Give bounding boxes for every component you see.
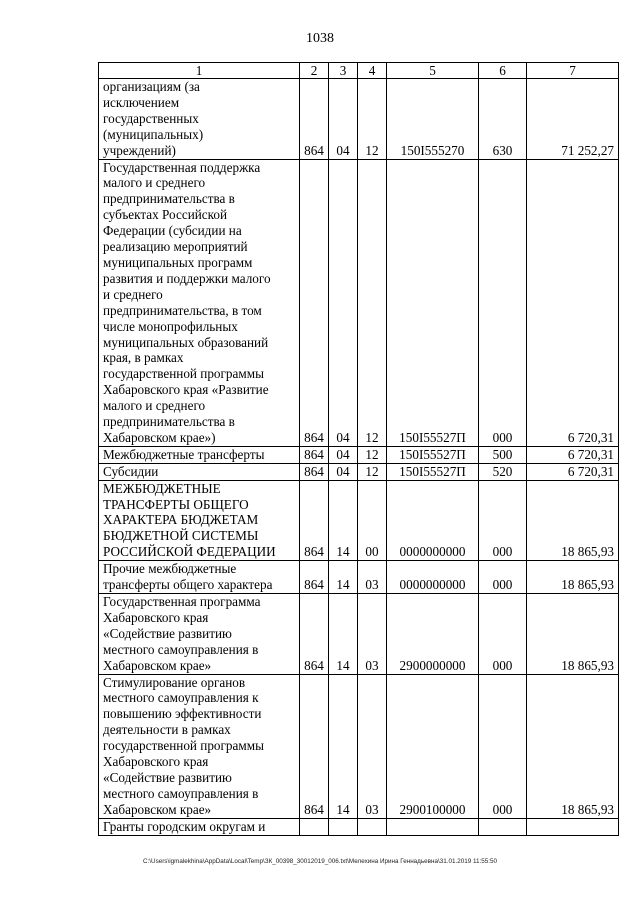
row-name-line: ТРАНСФЕРТЫ ОБЩЕГО <box>103 496 249 512</box>
row-name-line: предпринимательства в <box>103 414 235 430</box>
row-name-line: Хабаровском крае» <box>103 657 212 673</box>
row-name-line: субъектах Российской <box>103 207 228 223</box>
table-body <box>99 63 619 836</box>
subsection-cell: 12 <box>358 79 387 160</box>
row-name-cell <box>99 674 300 818</box>
row-name-line: Государственная поддержка <box>103 159 261 175</box>
header-cell-5: 5 <box>387 63 479 79</box>
expense-type-cell <box>479 818 527 835</box>
row-name-cell <box>99 818 300 835</box>
row-name-cell <box>99 594 300 675</box>
table-row <box>99 463 619 480</box>
subsection-cell: 12 <box>358 159 387 446</box>
row-name-line: Хабаровском крае») <box>103 429 216 445</box>
expense-type-cell: 520 <box>479 463 527 480</box>
row-name-line: и среднего <box>103 286 163 302</box>
row-name-line: числе монопрофильных <box>103 318 238 334</box>
budget-table <box>98 62 619 836</box>
row-name-line: деятельности в рамках <box>103 722 231 738</box>
section-cell: 14 <box>329 594 358 675</box>
target-article-cell: 0000000000 <box>387 480 479 561</box>
target-article-cell: 2900000000 <box>387 594 479 675</box>
target-article-cell: 0000000000 <box>387 561 479 594</box>
section-cell: 04 <box>329 463 358 480</box>
header-cell-6: 6 <box>479 63 527 79</box>
row-name-line: предпринимательства в <box>103 191 235 207</box>
row-name-line: Хабаровского края <box>103 754 209 770</box>
row-name-cell <box>99 480 300 561</box>
row-name-cell <box>99 159 300 446</box>
row-name-line: организациям (за <box>103 79 200 94</box>
row-name-line: муниципальных образований <box>103 334 269 350</box>
row-name-line: МЕЖБЮДЖЕТНЫЕ <box>103 480 221 496</box>
row-name-line: государственной программы <box>103 366 264 382</box>
table-row <box>99 561 619 594</box>
expense-type-cell: 000 <box>479 561 527 594</box>
expense-type-cell: 000 <box>479 674 527 818</box>
header-cell-3: 3 <box>329 63 358 79</box>
table-row <box>99 674 619 818</box>
amount-cell: 71 252,27 <box>527 79 619 160</box>
header-cell-4: 4 <box>358 63 387 79</box>
amount-cell: 18 865,93 <box>527 674 619 818</box>
row-name-line: БЮДЖЕТНОЙ СИСТЕМЫ <box>103 528 259 544</box>
row-name-line: Гранты городским округам и <box>103 818 266 834</box>
header-cell-7: 7 <box>527 63 619 79</box>
amount-cell: 18 865,93 <box>527 594 619 675</box>
row-name-line: «Содействие развитию <box>103 625 232 641</box>
gov-code-cell: 864 <box>300 561 329 594</box>
table-row <box>99 818 619 835</box>
gov-code-cell <box>300 818 329 835</box>
row-name-line: малого и среднего <box>103 175 206 191</box>
gov-code-cell: 864 <box>300 463 329 480</box>
target-article-cell: 2900100000 <box>387 674 479 818</box>
table-row <box>99 594 619 675</box>
row-name-cell <box>99 79 300 160</box>
page-number: 1038 <box>306 31 334 46</box>
footer-file-path: C:\Users\igmalekhina\AppData\Local\Temp\ЗК_00398_30012019_006.txt\Мелехина Ирина Геннадьевна\31.01.2019 11:55:50 <box>142 858 498 865</box>
row-name-line: ХАРАКТЕРА БЮДЖЕТАМ <box>103 512 259 528</box>
target-article-cell: 150I55527П <box>387 463 479 480</box>
section-cell: 04 <box>329 446 358 463</box>
gov-code-cell: 864 <box>300 594 329 675</box>
row-name-line: Прочие межбюджетные <box>103 561 237 577</box>
table-row <box>99 79 619 160</box>
section-cell: 04 <box>329 159 358 446</box>
subsection-cell <box>358 818 387 835</box>
row-name-line: малого и среднего <box>103 398 206 414</box>
row-name-line: Хабаровском крае» <box>103 801 212 817</box>
row-name-line: развития и поддержки малого <box>103 270 271 286</box>
header-cell-2: 2 <box>300 63 329 79</box>
row-name-line: трансферты общего характера <box>103 577 273 593</box>
table-row <box>99 480 619 561</box>
row-name-line: Субсидии <box>103 463 159 479</box>
row-name-line: государственных <box>103 110 199 126</box>
row-name-line: Хабаровского края «Развитие <box>103 382 269 398</box>
target-article-cell: 150I55527П <box>387 159 479 446</box>
row-name-cell <box>99 446 300 463</box>
table-header-row <box>99 63 619 79</box>
row-name-line: повышению эффективности <box>103 706 262 722</box>
row-name-line: государственной программы <box>103 738 264 754</box>
header-cell-1: 1 <box>99 63 300 79</box>
row-name-line: местного самоуправления в <box>103 641 259 657</box>
row-name-line: реализацию мероприятий <box>103 239 248 255</box>
row-name-line: Федерации (субсидии на <box>103 223 242 239</box>
target-article-cell: 150I555270 <box>387 79 479 160</box>
subsection-cell: 12 <box>358 463 387 480</box>
expense-type-cell: 000 <box>479 159 527 446</box>
amount-cell: 6 720,31 <box>527 159 619 446</box>
expense-type-cell: 000 <box>479 480 527 561</box>
gov-code-cell: 864 <box>300 674 329 818</box>
amount-cell: 18 865,93 <box>527 561 619 594</box>
row-name-line: Стимулирование органов <box>103 674 246 690</box>
row-name-line: муниципальных программ <box>103 254 253 270</box>
row-name-line: Межбюджетные трансферты <box>103 446 265 462</box>
subsection-cell: 03 <box>358 674 387 818</box>
row-name-line: (муниципальных) <box>103 126 204 142</box>
section-cell <box>329 818 358 835</box>
row-name-cell <box>99 561 300 594</box>
target-article-cell <box>387 818 479 835</box>
expense-type-cell: 000 <box>479 594 527 675</box>
gov-code-cell: 864 <box>300 480 329 561</box>
expense-type-cell: 500 <box>479 446 527 463</box>
row-name-line: местного самоуправления к <box>103 690 259 706</box>
target-article-cell: 150I55527П <box>387 446 479 463</box>
subsection-cell: 03 <box>358 594 387 675</box>
row-name-line: РОССИЙСКОЙ ФЕДЕРАЦИИ <box>103 544 276 560</box>
subsection-cell: 12 <box>358 446 387 463</box>
amount-cell: 6 720,31 <box>527 446 619 463</box>
row-name-line: Хабаровского края <box>103 609 209 625</box>
row-name-line: местного самоуправления в <box>103 785 259 801</box>
expense-type-cell: 630 <box>479 79 527 160</box>
gov-code-cell: 864 <box>300 159 329 446</box>
row-name-line: учреждений) <box>103 142 176 158</box>
gov-code-cell: 864 <box>300 446 329 463</box>
row-name-line: предпринимательства, в том <box>103 302 262 318</box>
section-cell: 14 <box>329 674 358 818</box>
section-cell: 04 <box>329 79 358 160</box>
amount-cell: 6 720,31 <box>527 463 619 480</box>
amount-cell: 18 865,93 <box>527 480 619 561</box>
section-cell: 14 <box>329 561 358 594</box>
row-name-line: «Содействие развитию <box>103 769 232 785</box>
subsection-cell: 03 <box>358 561 387 594</box>
section-cell: 14 <box>329 480 358 561</box>
row-name-line: Государственная программа <box>103 594 261 609</box>
subsection-cell: 00 <box>358 480 387 561</box>
table-row <box>99 446 619 463</box>
row-name-cell <box>99 463 300 480</box>
row-name-line: края, в рамках <box>103 350 184 366</box>
amount-cell <box>527 818 619 835</box>
table-row <box>99 159 619 446</box>
row-name-line: исключением <box>103 94 180 110</box>
gov-code-cell: 864 <box>300 79 329 160</box>
